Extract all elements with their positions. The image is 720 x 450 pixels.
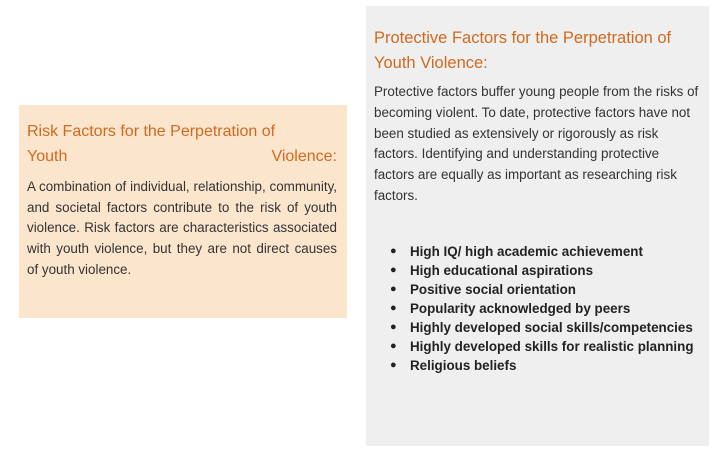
list-item: [390, 261, 701, 280]
risk-title-line1: Risk Factors for the Perpetration of: [27, 123, 276, 140]
bullet-icon: ●: [390, 282, 397, 295]
protective-factors-description: Protective factors buffer young people from the risks of becoming violent. To date, protective factors have not been studied as extensively or rigorously as risk factors. Identifying and understanding protective factors are equally as important as researching risk factors.: [374, 84, 699, 203]
risk-title-word-violence: Violence:: [271, 148, 337, 165]
list-item: [390, 242, 701, 261]
list-item: [390, 299, 701, 318]
protective-factors-title: Protective Factors for the Perpetration of Youth Violence:: [374, 29, 672, 72]
protective-factors-panel: [366, 6, 709, 446]
bullet-icon: ●: [390, 263, 397, 276]
list-item: [390, 337, 701, 356]
bullet-icon: ●: [390, 320, 397, 333]
list-item-text: Religious beliefs: [410, 357, 517, 373]
list-item: [390, 280, 701, 299]
risk-factors-description: A combination of individual, relationship, community, and societal factors contribute to the risk of youth violence. Risk factors are characteristics associated with youth violence, but they are not direct causes of youth violence.: [27, 179, 337, 277]
list-item-text: High IQ/ high academic achievement: [410, 243, 643, 259]
bullet-icon: ●: [390, 339, 397, 352]
bullet-icon: ●: [390, 358, 397, 371]
bullet-icon: ●: [390, 244, 397, 257]
list-item-text: Highly developed social skills/competencies: [410, 319, 693, 335]
list-item: [390, 318, 701, 337]
risk-title-word-youth: Youth: [27, 148, 68, 165]
risk-title-line2: [27, 144, 337, 169]
protective-factors-list: [374, 242, 701, 375]
list-item: [390, 356, 701, 375]
list-item-text: High educational aspirations: [410, 262, 594, 278]
risk-factors-title: [27, 119, 337, 169]
list-item-text: Highly developed skills for realistic planning: [410, 338, 694, 354]
bullet-icon: ●: [390, 301, 397, 314]
risk-factors-panel: [19, 105, 347, 318]
list-item-text: Popularity acknowledged by peers: [410, 300, 631, 316]
list-item-text: Positive social orientation: [410, 281, 576, 297]
